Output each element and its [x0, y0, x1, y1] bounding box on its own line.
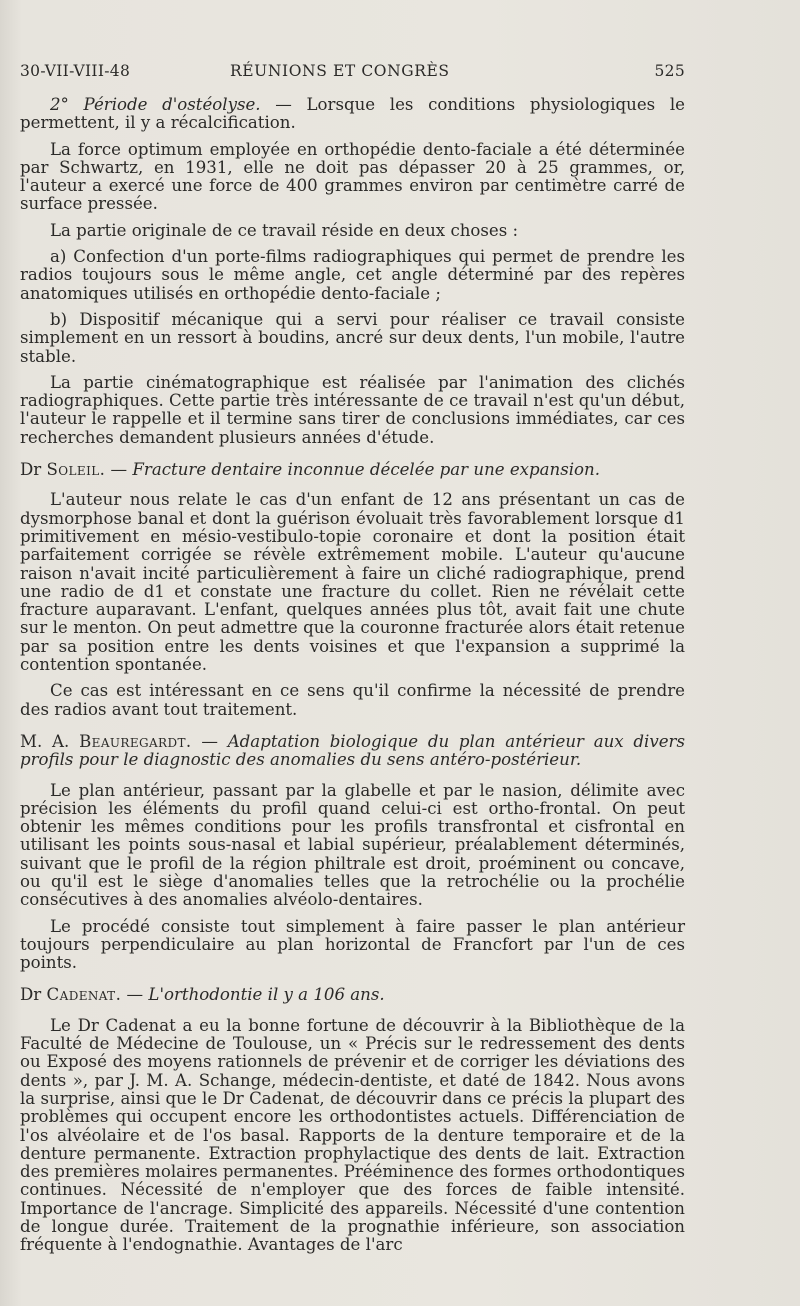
paper-title: Fracture dentaire inconnue décelée par une expansion.: [132, 460, 601, 480]
paragraph: La partie cinématographique est réalisée par l'animation des clichés radiographiques. Cette partie très intéressante de ce travail n'est qu'un début, l'auteur le rappelle et il termine sans tirer de conclusions immédiates, car ces recherches demandent plusieurs années d'étude.: [20, 372, 685, 447]
body-text: [20, 96, 685, 1263]
author-heading: Dr Soleil. — Fracture dentaire inconnue décelée par une expansion.: [20, 460, 601, 480]
paragraph: Ce cas est intéressant en ce sens qu'il confirme la nécessité de prendre des radios avant tout traitement.: [20, 681, 685, 719]
paragraph: La partie originale de ce travail réside en deux choses :: [50, 220, 519, 240]
header-title: RÉUNIONS ET CONGRÈS: [230, 62, 450, 80]
author-heading: M. A. Beauregardt. — Adaptation biologique du plan antérieur aux divers profils pour le diagnostic des anomalies du sens antéro-postérieur.: [20, 731, 685, 770]
paper-title: Adaptation biologique du plan antérieur aux divers profils pour le diagnostic des anomalies du sens antéro-postérieur.: [20, 731, 685, 770]
paragraph: 2° Période d'ostéolyse. — Lorsque les conditions physiologiques le permettent, il y a récalcification.: [20, 95, 685, 133]
header-date: 30-VII-VIII-48: [20, 62, 131, 80]
author-name: Cadenat.: [46, 985, 122, 1005]
paragraph: b) Dispositif mécanique qui a servi pour réaliser ce travail consiste simplement en un ressort à boudins, ancré sur deux dents, l'un mobile, l'autre stable.: [20, 309, 685, 366]
paragraph-lead: 2° Période d'ostéolyse.: [50, 95, 261, 114]
paragraph: Le plan antérieur, passant par la glabelle et par le nasion, délimite avec précision les éléments du profil quand celui-ci est ortho-frontal. On peut obtenir les mêmes conditions pour les profils transfrontal et cisfrontal en utilisant les points sous-nasal et labial supérieur, préalablement déterminés, suivant que le profil de la région philtrale est droit, proéminent ou concave, ou qu'il est le siège d'anomalies telles que la retrochélie ou la prochélie consécutives à des anomalies alvéolo-dentaires.: [20, 780, 685, 910]
author-heading: Dr Cadenat. — L'orthodontie il y a 106 ans.: [20, 985, 385, 1005]
author-name: Beauregardt.: [79, 731, 192, 751]
paragraph: L'auteur nous relate le cas d'un enfant de 12 ans présentant un cas de dysmorphose banal et dont la guérison évoluait très favorablement lorsque d1 primitivement en mésio-vestibulo-topie coronaire et dont la position était parfaitement corrigée se révèle extrêmement mobile. L'auteur qu'aucune raison n'avait incité particulièrement à faire un cliché radiographique, prend une radio de d1 et constate une fracture du collet. Rien ne révélait cette fracture auparavant. L'enfant, quelques années plus tôt, avait fait une chute sur le menton. On peut admettre que la couronne fracturée alors était retenue par sa position entre les dents voisines et que l'expansion a supprimé la contention spontanée.: [20, 490, 685, 675]
paragraph: Le Dr Cadenat a eu la bonne fortune de découvrir à la Bibliothèque de la Faculté de Médecine de Toulouse, un « Précis sur le redressement des dents ou Exposé des moyens rationnels de prévenir et de corriger les déviations des dents », par J. M. A. Schange, médecin-dentiste, et daté de 1842. Nous avons la surprise, ainsi que le Dr Cadenat, de découvrir dans ce précis la plupart des problèmes qui occupent encore les orthodontistes actuels. Différenciation de l'os alvéolaire et de l'os basal. Rapports de la denture temporaire et de la denture permanente. Extraction prophylactique des dents de lait. Extraction des premières molaires permanentes. Prééminence des formes orthodontiques continues. Nécessité de n'employer que des forces de faible intensité. Importance de l'ancrage. Simplicité des appareils. Nécessité d'une contention de longue durée. Traitement de la prognathie inférieure, son association fréquente à l'endognathie. Avantages de l'arc: [20, 1015, 685, 1255]
paper-title: L'orthodontie il y a 106 ans.: [148, 985, 385, 1005]
paragraph: La force optimum employée en orthopédie dento-faciale a été déterminée par Schwartz, en 1931, elle ne doit pas dépasser 20 à 25 grammes, or, l'auteur a exercé une force de 400 grammes environ par centimètre carré de surface pressée.: [20, 139, 685, 214]
running-header: [20, 62, 685, 84]
paragraph: a) Confection d'un porte-films radiographiques qui permet de prendre les radios toujours sous le même angle, cet angle déterminé par des repères anatomiques utilisés en orthopédie dento-faciale ;: [20, 247, 685, 303]
author-name: Soleil.: [46, 460, 106, 480]
paragraph: Le procédé consiste tout simplement à faire passer le plan antérieur toujours perpendiculaire au plan horizontal de Francfort par l'un de ces points.: [20, 916, 685, 973]
page-number: 525: [654, 62, 685, 80]
